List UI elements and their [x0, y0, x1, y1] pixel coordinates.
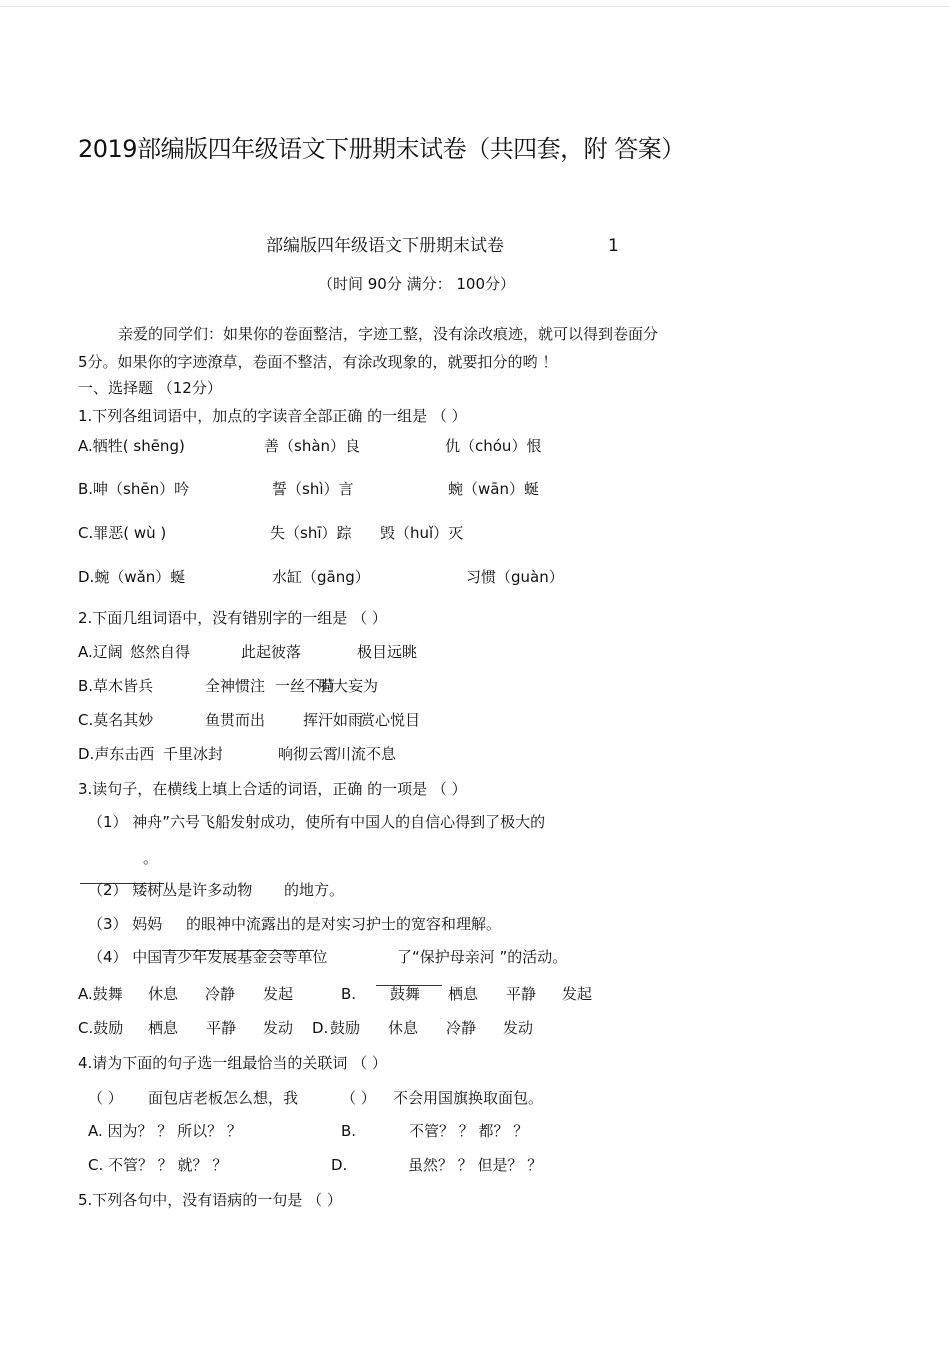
q1-d2: 水缸（gāng）: [272, 568, 370, 586]
q5-stem: 5.下列各句中，没有语病的一句是 （ ）: [78, 1191, 342, 1209]
q4-option-c: C. 不管？ ？ 就？ ？: [88, 1156, 228, 1174]
q2-c4: 赏心悦目: [360, 711, 421, 729]
q3-option-b-1: 鼓舞: [390, 985, 421, 1003]
q2-b3: 一丝不苟: [275, 677, 336, 695]
q3-sentence-2b: 的地方。: [284, 881, 345, 899]
q1-d3: 习惯（guàn）: [466, 568, 564, 586]
q2-a1: A.辽阔: [78, 643, 123, 661]
q3-option-d-2: 休息: [388, 1019, 419, 1037]
q3-sentence-2a: （2） 矮树丛是许多动物: [88, 881, 253, 899]
q3-option-a-3: 冷静: [205, 985, 236, 1003]
q2-c3: 挥汗如雨: [303, 711, 364, 729]
q4-option-d-label: D.: [331, 1156, 348, 1174]
q3-option-b-label: B.: [341, 985, 357, 1003]
q3-sentence-1: （1） 神舟”六号飞船发射成功，使所有中国人的自信心得到了极大的: [88, 813, 546, 831]
exam-subtitle: （时间 90分 满分： 100分）: [318, 275, 516, 293]
q1-c1: C.罪恶( wù ): [78, 524, 167, 542]
q3-option-b-2: 栖息: [448, 985, 479, 1003]
q4-sentence-blank-1: （ ）: [88, 1089, 123, 1107]
q3-sentence-3b: 的眼神中流露出的是对实习护士的宽容和理解。: [186, 915, 502, 933]
q1-d1: D.蜿（wǎn）蜒: [78, 568, 186, 586]
q2-b2: 全神惯注: [205, 677, 266, 695]
q2-c2: 鱼贯而出: [205, 711, 266, 729]
q3-option-d-1: 鼓励: [330, 1019, 361, 1037]
q1-a3: 仇（chóu）恨: [445, 437, 542, 455]
q4-sentence-part-1: 面包店老板怎么想，我: [148, 1089, 299, 1107]
main-title: 2019部编版四年级语文下册期末试卷（共四套，附 答案）: [78, 135, 685, 163]
q2-c1: C.莫名其妙: [78, 711, 154, 729]
q3-option-c-4: 发动: [263, 1019, 294, 1037]
paper-title: 部编版四年级语文下册期末试卷: [266, 236, 504, 256]
q2-a3: 此起彼落: [241, 643, 302, 661]
q2-a4: 极目远眺: [357, 643, 418, 661]
q2-d2: 千里冰封: [163, 745, 224, 763]
q3-sentence-3a: （3） 妈妈: [88, 915, 163, 933]
q3-option-b-4: 发起: [562, 985, 593, 1003]
q4-stem: 4.请为下面的句子选一组最恰当的关联词 （ ）: [78, 1054, 387, 1072]
q2-b4: 胆大妄为: [318, 677, 379, 695]
q3-stem: 3.读句子，在横线上填上合适的词语，正确 的一项是 （ ）: [78, 780, 467, 798]
q3-option-d-4: 发动: [503, 1019, 534, 1037]
paper-number: 1: [608, 236, 619, 256]
q3-option-a-2: 休息: [148, 985, 179, 1003]
q1-b1: B.呻（shēn）吟: [78, 480, 190, 498]
q3-sentence-4b: 了“保护母亲河 ”的活动。: [397, 948, 568, 966]
q4-sentence-part-2: 不会用国旗换取面包。: [393, 1089, 544, 1107]
q3-option-b-3: 平静: [506, 985, 537, 1003]
section-heading-1: 一、选择题 （12分）: [78, 379, 222, 397]
q3-option-a-1: A.鼓舞: [78, 985, 123, 1003]
q1-c3: 毁（huǐ）灭: [380, 524, 464, 542]
q3-option-c-3: 平静: [206, 1019, 237, 1037]
q3-option-a-4: 发起: [263, 985, 294, 1003]
q4-option-d: 虽然？ ？ 但是？ ？: [408, 1156, 543, 1174]
q1-b3: 蜿（wān）蜒: [448, 480, 539, 498]
page-top-border: [0, 6, 950, 7]
q2-d3: 响彻云霄: [278, 745, 339, 763]
q3-option-d-label: D.: [312, 1019, 329, 1037]
q4-option-b-label: B.: [341, 1122, 357, 1140]
q3-option-c-2: 栖息: [148, 1019, 179, 1037]
q3-option-c-1: C.鼓励: [78, 1019, 124, 1037]
q2-d1: D.声东击西: [78, 745, 155, 763]
q1-a1: A.牺牲( shēng): [78, 437, 185, 455]
q2-d4: 川流不息: [336, 745, 397, 763]
q1-b2: 誓（shì）言: [272, 480, 354, 498]
q1-a2: 善（shàn）良: [264, 437, 361, 455]
q2-b1: B.草木皆兵: [78, 677, 154, 695]
q1-stem: 1.下列各组词语中，加点的字读音全部正确 的一组是 （ ）: [78, 407, 467, 425]
q4-option-b: 不管？ ？ 都？ ？: [409, 1122, 529, 1140]
intro-line-2: 5分。如果你的字迹潦草，卷面不整洁，有涂改现象的，就要扣分的哟 ！: [78, 353, 558, 371]
q3-option-d-3: 冷静: [446, 1019, 477, 1037]
q3-sentence-4a: （4） 中国青少年发展基金会等单位: [88, 948, 328, 966]
q3-sentence-1-end: 。: [143, 849, 159, 867]
q2-stem: 2.下面几组词语中，没有错别字的一组是 （ ）: [78, 609, 387, 627]
q4-sentence-blank-2: （ ）: [341, 1089, 376, 1107]
q4-option-a: A. 因为？ ？ 所以？ ？: [88, 1122, 242, 1140]
q2-a2: 悠然自得: [130, 643, 191, 661]
intro-line-1: 亲爱的同学们：如果你的卷面整洁，字迹工整，没有涂改痕迹，就可以得到卷面分: [118, 325, 659, 343]
q1-c2: 失（shī）踪: [270, 524, 352, 542]
